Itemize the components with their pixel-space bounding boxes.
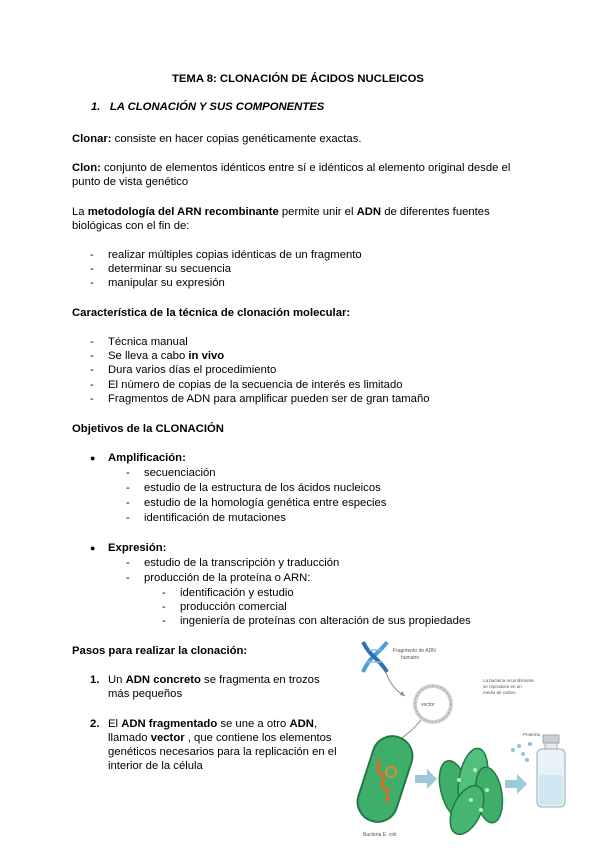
step1-text-1: Un [108, 674, 126, 686]
list-dash: - [90, 364, 94, 376]
list-item: manipular su expresión [108, 277, 225, 289]
list-dash: - [90, 350, 94, 362]
list-subitem: identificación y estudio [180, 587, 294, 599]
section-title: LA CLONACIÓN Y SUS COMPONENTES [109, 101, 325, 113]
clon-definition [72, 161, 510, 175]
step2-line4: interior de la célula [108, 760, 203, 772]
list-item: El número de copias de la secuencia de interés es limitado [108, 379, 403, 391]
metodologia-line2: biológicas con el fin de: [72, 220, 190, 232]
clon-term: Clon: [72, 162, 101, 174]
step-number: 1. [90, 674, 100, 686]
step2-line2 [108, 731, 332, 745]
step1-line1 [108, 673, 320, 687]
label-right-1: La bacteria recombinante [483, 678, 534, 683]
clon-def-line1: conjunto de elementos idénticos entre sí e idénticos al elemento original desde el [100, 162, 511, 174]
step2-line1 [108, 717, 317, 731]
step2-text-3: , [313, 718, 318, 730]
metodologia-text-2: permite unir el [278, 206, 357, 218]
step2-text-5: , que contiene los elementos [184, 732, 332, 744]
arrow-right-icon [505, 774, 527, 794]
list-subitem: ingeniería de proteínas con alteración de sus propiedades [180, 615, 471, 627]
list-item: producción de la proteína o ARN: [144, 572, 311, 584]
step2-text-1: El [108, 718, 122, 730]
step1-bold: ADN concreto [125, 674, 201, 686]
list-item: estudio de la transcripción y traducción [144, 557, 340, 569]
objetivos-heading: Objetivos de la CLONACIÓN [72, 423, 224, 435]
label-protein: Proteína [523, 732, 541, 737]
bacteria-colony-icon [434, 746, 506, 839]
metodologia-bold-1: metodología del ARN recombinante [87, 206, 279, 218]
list-dash: - [90, 249, 94, 261]
clonar-term: Clonar: [72, 133, 112, 145]
expresion-label: Expresión: [108, 542, 167, 554]
arrow-icon [399, 720, 421, 740]
list-item: realizar múltiples copias idénticas de un fragmento [108, 249, 362, 261]
step-number: 2. [90, 718, 100, 730]
list-item: Técnica manual [108, 336, 188, 348]
bullet-dot: ● [90, 543, 96, 553]
page-title: TEMA 8: CLONACIÓN DE ÁCIDOS NUCLEICOS [172, 73, 424, 85]
list-dash: - [126, 572, 130, 584]
list-dash: - [126, 482, 130, 494]
step2-bold-3: vector [150, 732, 185, 744]
list-dash: - [90, 277, 94, 289]
list-dash: - [90, 393, 94, 405]
label-dna-fragment: Fragmento de ADN [393, 648, 436, 654]
list-dash: - [126, 557, 130, 569]
list-item [108, 349, 224, 363]
list-item: Dura varios días el procedimiento [108, 364, 277, 376]
cloning-diagram [355, 640, 575, 845]
list-dash: - [90, 336, 94, 348]
step2-line3: genéticos necesarios para la replicación en el [108, 746, 337, 758]
list-item: estudio de la estructura de los ácidos nucleicos [144, 482, 381, 494]
in-vivo-bold: in vivo [188, 350, 225, 362]
caracteristica-heading: Característica de la técnica de clonación molecular: [72, 307, 351, 319]
list-dash: - [90, 379, 94, 391]
list-dash: - [126, 497, 130, 509]
pasos-heading: Pasos para realizar la clonación: [72, 645, 248, 657]
step2-text-2: se une a otro [217, 718, 290, 730]
label-right-3: medio de cultivo [483, 690, 516, 695]
clonar-def: consiste en hacer copias genéticamente exactas. [111, 133, 362, 145]
list-item: identificación de mutaciones [144, 512, 286, 524]
list-item: Fragmentos de ADN para amplificar pueden ser de gran tamaño [108, 393, 430, 405]
step2-text-4: llamado [108, 732, 151, 744]
step2-bold-2: ADN [289, 718, 314, 730]
metodologia-text-3: de diferentes fuentes [381, 206, 490, 218]
list-item: secuenciación [144, 467, 216, 479]
dna-helix-icon [363, 642, 387, 672]
list-dash: - [162, 587, 166, 599]
arrow-right-icon [415, 769, 437, 789]
arrow-head-icon [400, 691, 405, 696]
label-vector: vector [421, 702, 435, 708]
list-subitem: producción comercial [180, 601, 287, 613]
step2-bold-1: ADN fragmentado [121, 718, 218, 730]
list-dash: - [126, 512, 130, 524]
clon-def-line2: punto de vista genético [72, 176, 189, 188]
list-dash: - [162, 601, 166, 613]
bullet-dot: ● [90, 453, 96, 463]
protein-particles-icon [511, 742, 532, 762]
metodologia-text-1: La [72, 206, 88, 218]
list-item-text: Se lleva a cabo [108, 350, 189, 362]
step1-line2: más pequeños [108, 688, 183, 700]
list-item: determinar su secuencia [108, 263, 232, 275]
list-dash: - [162, 615, 166, 627]
label-dna-human: humano [401, 655, 420, 661]
section-heading [91, 100, 324, 114]
amplificacion-label: Amplificación: [108, 452, 186, 464]
label-right-2: se reproduce en un [483, 684, 522, 689]
bacterium-icon [355, 731, 418, 827]
section-number: 1. [91, 101, 101, 113]
metodologia-paragraph [72, 205, 490, 219]
list-item: estudio de la homología genética entre especies [144, 497, 387, 509]
list-dash: - [90, 263, 94, 275]
metodologia-bold-2: ADN [356, 206, 382, 218]
label-bacteria: Bacteria E. coli [363, 832, 397, 838]
step1-text-2: se fragmenta en trozos [200, 674, 320, 686]
clonar-definition [72, 132, 361, 146]
list-dash: - [126, 467, 130, 479]
vial-icon [537, 735, 565, 807]
